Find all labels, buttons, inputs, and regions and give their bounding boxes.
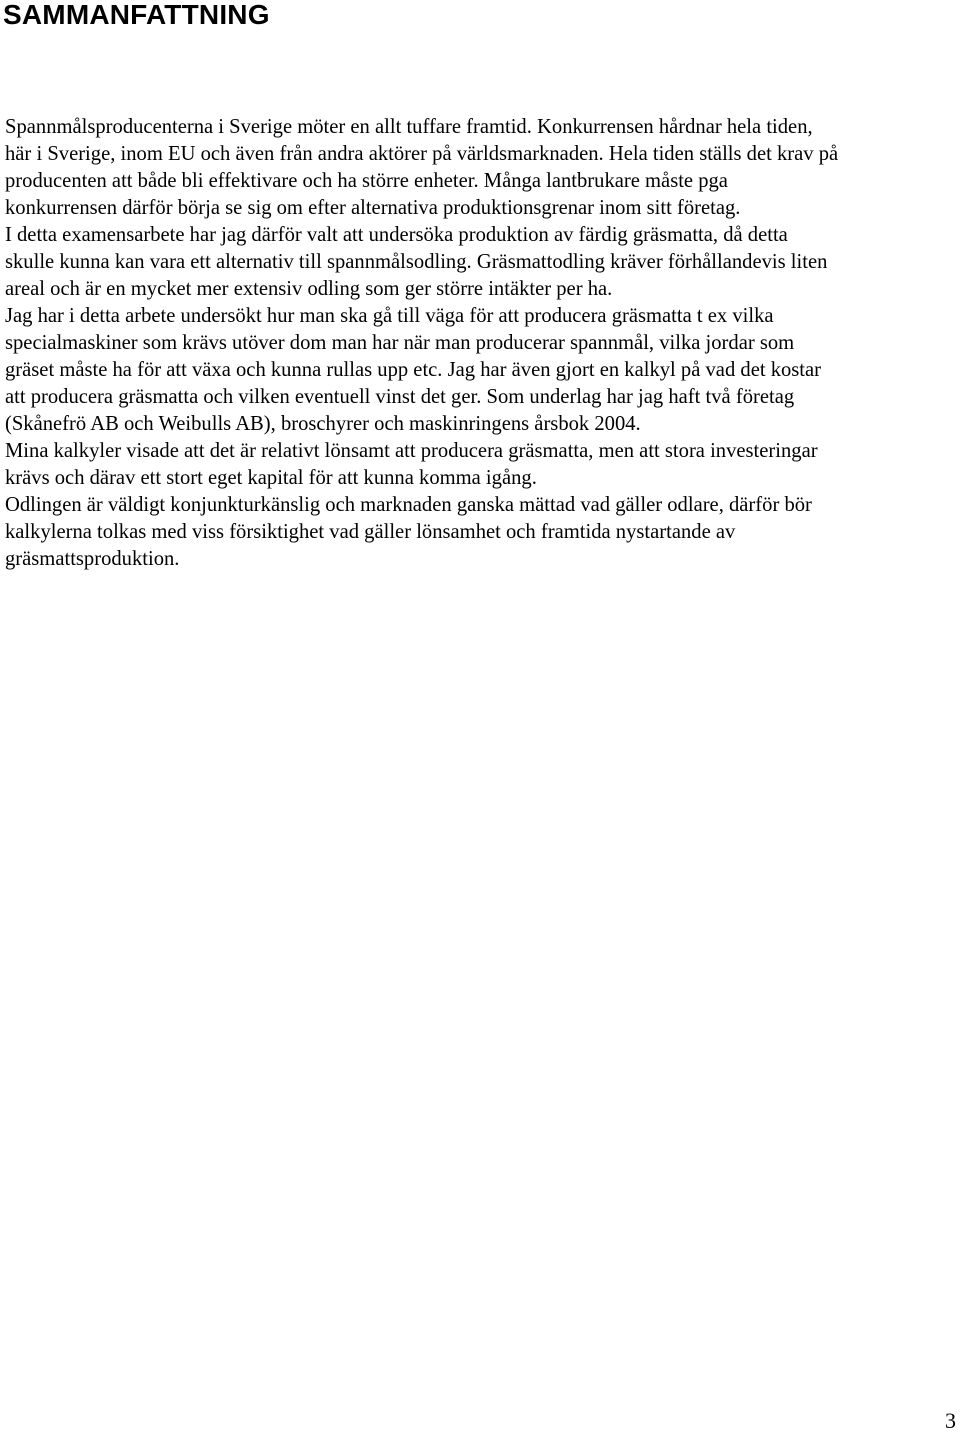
page-title: SAMMANFATTNING — [3, 0, 270, 30]
text-line: gräsmattsproduktion. — [5, 548, 180, 570]
text-line: Mina kalkyler visade att det är relativt lönsamt att producera gräsmatta, men att stora investeringar — [5, 440, 818, 462]
paragraph-conclusion — [5, 492, 960, 573]
summary-body — [5, 114, 960, 573]
text-line: gräset måste ha för att växa och kunna rullas upp etc. Jag har även gjort en kalkyl på vad det kostar — [5, 359, 822, 381]
text-line: specialmaskiner som krävs utöver dom man har när man producerar spannmål, vilka jordar som — [5, 332, 795, 354]
text-line: I detta examensarbete har jag därför valt att undersöka produktion av färdig gräsmatta, då detta — [5, 224, 788, 246]
paragraph-results — [5, 438, 960, 492]
paragraph-intro — [5, 114, 960, 222]
text-line: att producera gräsmatta och vilken eventuell vinst det ger. Som underlag har jag haft två företag — [5, 386, 795, 408]
text-line: Odlingen är väldigt konjunkturkänslig och marknaden ganska mättad vad gäller odlare, därför bör — [5, 494, 812, 516]
text-line: konkurrensen därför börja se sig om efter alternativa produktionsgrenar inom sitt företag. — [5, 197, 741, 219]
text-line: Jag har i detta arbete undersökt hur man ska gå till väga för att producera gräsmatta t ex vilka — [5, 305, 774, 327]
text-line: här i Sverige, inom EU och även från andra aktörer på världsmarknaden. Hela tiden ställs det krav på — [5, 143, 839, 165]
paragraph-method — [5, 303, 960, 438]
text-line: areal och är en mycket mer extensiv odling som ger större intäkter per ha. — [5, 278, 613, 300]
text-line: krävs och därav ett stort eget kapital för att kunna komma igång. — [5, 467, 537, 489]
paragraph-purpose — [5, 222, 960, 303]
text-line: kalkylerna tolkas med viss försiktighet vad gäller lönsamhet och framtida nystartande av — [5, 521, 736, 543]
text-line: (Skånefrö AB och Weibulls AB), broschyrer och maskinringens årsbok 2004. — [5, 413, 641, 435]
text-line: producenten att både bli effektivare och ha större enheter. Många lantbrukare måste pga — [5, 170, 728, 192]
page-number: 3 — [945, 1408, 956, 1433]
text-line: Spannmålsproducenterna i Sverige möter en allt tuffare framtid. Konkurrensen hårdnar hela tiden, — [5, 116, 813, 138]
text-line: skulle kunna kan vara ett alternativ till spannmålsodling. Gräsmattodling kräver förhållandevis liten — [5, 251, 828, 273]
